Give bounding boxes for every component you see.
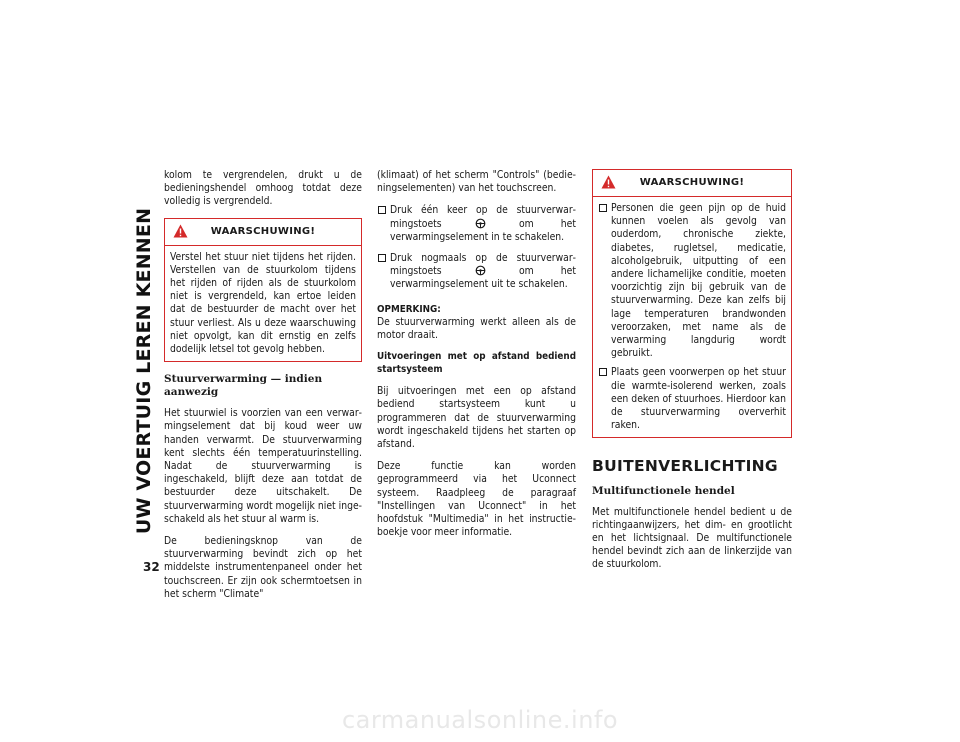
warning-header [593, 170, 791, 197]
note-label: OPMERKING: [377, 303, 441, 315]
remote-start-subheading: Uitvoeringen met op afstand bediend startsysteem [377, 351, 576, 375]
remote-start-para-2: Deze functie kan worden geprogrammeerd via het Uconnect systeem. Raadpleeg de paragraaf "Instellingen van Uconnect" in het hoofdstuk "Multimedia" in het instructieboekje voor meer informatie. [377, 460, 576, 539]
warning-triangle-icon [601, 175, 616, 189]
watermark: carmanualsonline.info [341, 706, 619, 734]
column-2 [377, 169, 576, 548]
bullet-box-icon [378, 206, 386, 214]
section-title: BUITENVERLICHTING [592, 457, 778, 476]
multifunction-lever-heading: Multifunctionele hendel [592, 484, 735, 497]
bullet-box-icon [378, 254, 386, 262]
column-3 [592, 169, 792, 581]
bullet-box-icon [599, 368, 607, 376]
warning-header [165, 219, 361, 246]
heated-wheel-heading: Stuurverwarming — indien aanwezig [164, 373, 323, 399]
bullet-item: Druk één keer op de stuurverwarmingstoets om het verwarmingselement in te schakelen. [377, 204, 576, 244]
chapter-side-tab [128, 192, 160, 550]
heated-steering-wheel-icon [475, 218, 486, 229]
remote-start-para-1: Bij uitvoeringen met een op afstand bediend startsysteem kunt u programmeren dat de stuurverwarming wordt ingeschakeld tijdens het starten op afstand. [377, 385, 576, 451]
bullet-item: Personen die geen pijn op de huid kunnen voelen als gevolg van ouderdom, chronische ziekte, diabetes, rugletsel, medicatie, alcoholgebruik, uitputting of een andere lichamelijke conditie, moeten voorzichtig zijn bij gebruik van de stuurverwarming. Deze kan zelfs bij lage temperaturen brandwonden veroorzaken, met name als de verwarming langdurig wordt gebruikt. [598, 202, 786, 360]
heated-steering-wheel-icon [475, 265, 486, 276]
warning-title: WAARSCHUWING! [639, 177, 745, 188]
page-number: 32 [143, 560, 160, 574]
bullet-item: Druk nogmaals op de stuurverwarmingstoets om het verwarmingselement uit te schakelen. [377, 252, 576, 292]
chapter-title: UW VOERTUIG LEREN KENNEN [133, 207, 155, 535]
warning-title: WAARSCHUWING! [210, 225, 316, 237]
column-1 [164, 169, 362, 610]
note-text: De stuurverwarming werkt alleen als de motor draait. [377, 315, 576, 341]
warning-box-1 [164, 218, 362, 363]
warning-text: Verstel het stuur niet tijdens het rijden. Verstellen van de stuurkolom tijdens het rijden of rijden als de stuurkolom niet is vergrendeld, kan ertoe leiden dat de bestuurder de macht over het stuur verliest. Als u deze waarschuwing niet opvolgt, kan dit ernstig en zelfs dodelijk letsel tot gevolg hebben. [170, 250, 356, 356]
warning-box-2 [592, 169, 792, 438]
multifunction-lever-para: Met multifunctionele hendel bedient u de richtingaanwijzers, het dim- en grootlicht en het lichtsignaal. De multifunctionele hendel bevindt zich aan de linkerzijde van de stuurkolom. [592, 505, 792, 571]
col2-intro: (klimaat) of het scherm "Controls" (bedieningselementen) van het touchscreen. [377, 169, 576, 195]
heated-wheel-para-2: De bedieningsknop van de stuurverwarming bevindt zich op het middelste instrumentenpaneel onder het touchscreen. Er zijn ook schermtoetsen in het scherm "Climate" [164, 535, 362, 600]
heated-wheel-para-1: Het stuurwiel is voorzien van een verwarmingselement dat bij koud weer uw handen verwarmt. De stuurverwarming kent slechts één temperatuurinstelling. Nadat de stuurverwarming is ingeschakeld, blijft deze aan totdat de bestuurder deze uitschakelt. De stuurverwarming wordt mogelijk niet ingeschakeld als het stuur al warm is. [164, 407, 362, 525]
warning-triangle-icon [173, 224, 188, 238]
col1-intro: kolom te vergrendelen, drukt u de bedieningshendel omhoog totdat deze volledig is vergrendeld. [164, 169, 362, 208]
bullet-box-icon [599, 204, 607, 212]
bullet-item: Plaats geen voorwerpen op het stuur die warmte-isolerend werken, zoals een deken of stuurhoes. Hierdoor kan de stuurverwarming oververhit raken. [598, 366, 786, 432]
warning-body [593, 197, 791, 437]
